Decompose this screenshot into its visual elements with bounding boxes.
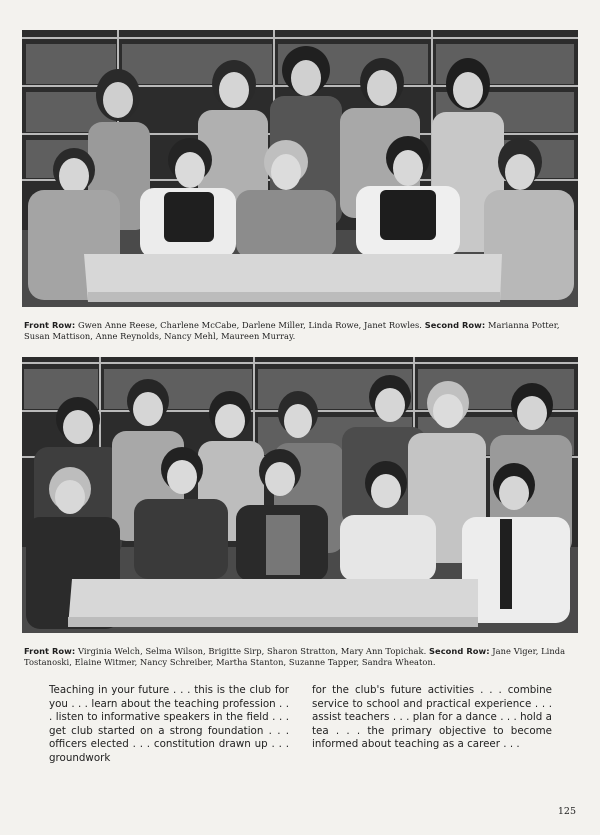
photo-caption-top <box>24 320 576 341</box>
second-row-names: Marianna Potter, Susan Mattison, Anne Reynolds, Nancy Mehl, Maureen Murray. <box>24 320 560 341</box>
page-number: 125 <box>557 806 576 817</box>
second-row-label: Second Row: <box>424 320 486 330</box>
photo-caption-bottom <box>24 646 576 667</box>
front-row-names: Virginia Welch, Selma Wilson, Brigitte Sirp, Sharon Stratton, Mary Ann Topichak. <box>77 646 427 656</box>
group-photo-bottom <box>22 357 578 633</box>
body-text-right-column: for the club's future activities . . . combine service to school and practical experience . . . assist teachers . . . plan for a dance . . . hold a tea . . . the primary objective to become informed about teaching as a career . . . <box>312 684 552 750</box>
group-photo-top <box>22 30 578 307</box>
front-row-label: Front Row: <box>24 320 76 330</box>
body-text-left-column: Teaching in your future . . . this is the club for you . . . learn about the teaching profession . . . listen to informative speakers in the field . . . get club started on a strong foundation . . . officers elected . . . constitution drawn up . . . groundwork <box>49 684 289 764</box>
front-row-label: Front Row: <box>24 646 76 656</box>
second-row-names: Jane Viger, Linda Tostanoski, Elaine Witmer, Nancy Schreiber, Martha Stanton, Suzanne Tapper, Sandra Wheaton. <box>24 646 566 667</box>
front-row-names: Gwen Anne Reese, Charlene McCabe, Darlene Miller, Linda Rowe, Janet Rowles. <box>77 320 422 330</box>
second-row-label: Second Row: <box>429 646 490 656</box>
